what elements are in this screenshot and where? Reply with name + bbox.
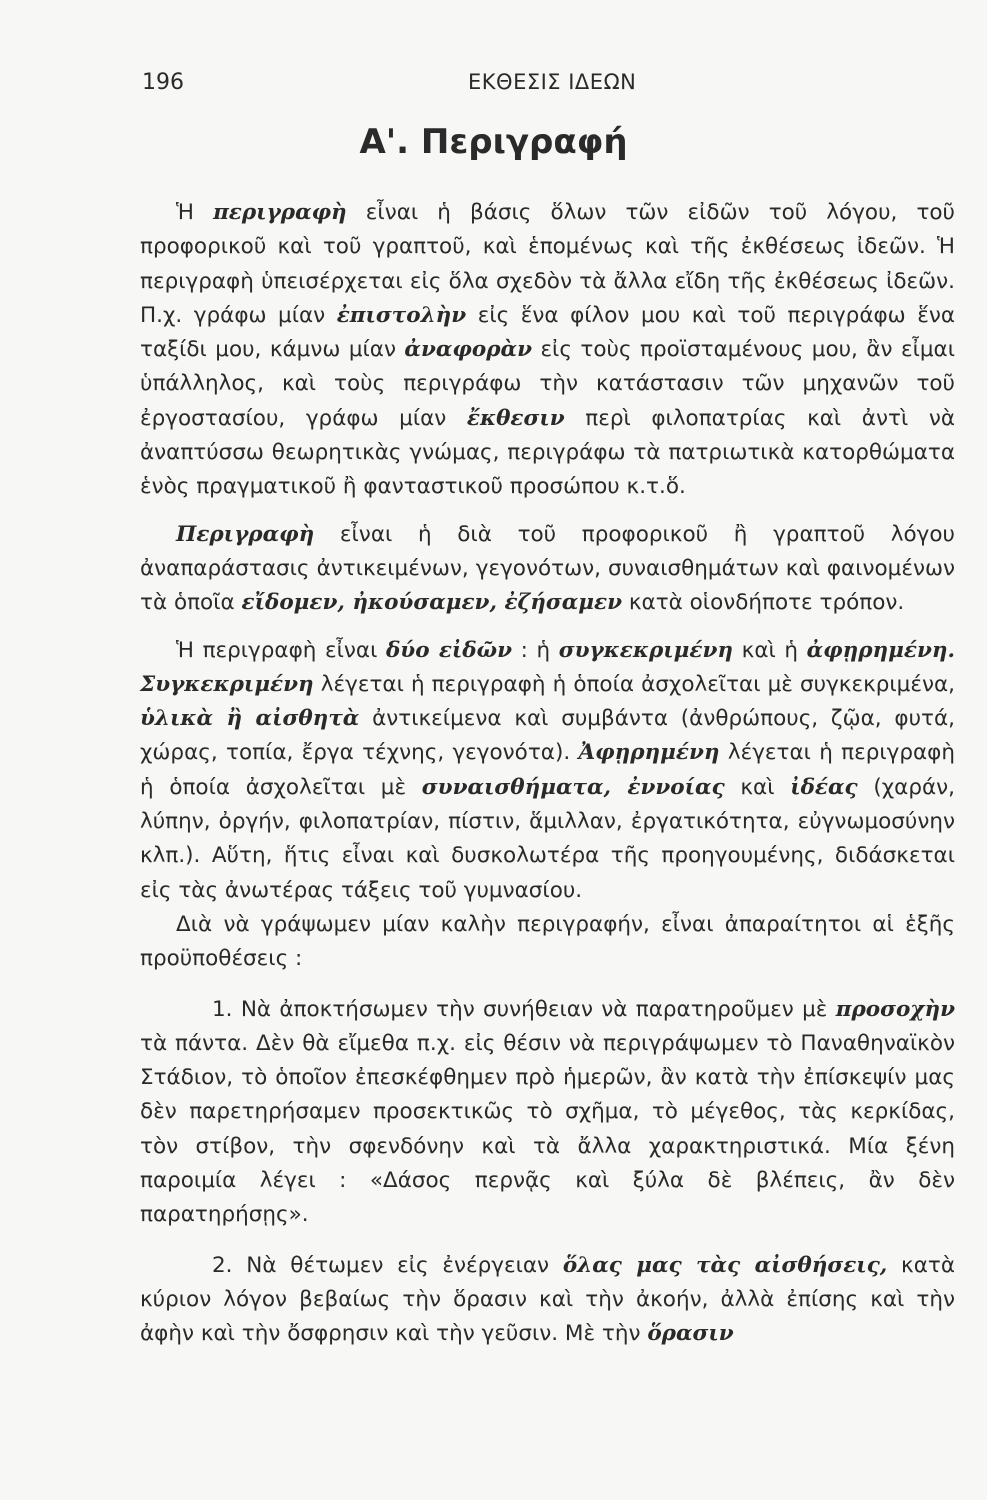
text-run: ἀντικείμενα καὶ συμβάντα (ἀνθρώπους, ζῷα, φυτά, χώρας, τοπία, ἔργα τέχνης, γεγονότα).: [140, 706, 955, 766]
list-item-2: [140, 1249, 955, 1352]
text-run: καὶ ἡ: [733, 637, 807, 663]
emphasis-text: συναισθήματα, ἐννοίας: [421, 774, 725, 800]
text-run: κατὰ κύριον λόγον βεβαίως τὴν ὅρασιν καὶ τὴν ἀκοήν, ἀλλὰ ἐπίσης καὶ τὴν ἀφὴν καὶ τὴν ὄσφρησιν καὶ τὴν γεῦσιν. Μὲ τὴν: [140, 1252, 955, 1347]
emphasis-text: ἔκθεσιν: [466, 405, 565, 431]
list-item-1: [140, 993, 955, 1233]
page-number: 196: [142, 70, 184, 95]
emphasis-text: Περιγραφὴ: [176, 521, 315, 547]
emphasis-text: δύο εἰδῶν: [385, 637, 513, 663]
emphasis-text: εἴδομεν, ἠκούσαμεν, ἐζήσαμεν: [241, 590, 623, 616]
text-run: Ἡ: [176, 200, 214, 225]
text-run: καὶ: [724, 774, 791, 800]
emphasis-text: ἐπιστολὴν: [336, 302, 467, 328]
text-run: εἶναι ἡ διὰ τοῦ προφορικοῦ ἢ γραπτοῦ λόγου ἀναπαράστασις ἀντικειμένων, γεγονότων, συναισθημάτων καὶ φαινομένων τὰ ὁποῖα: [140, 521, 955, 616]
text-run: (χαράν, λύπην, ὀργήν, φιλοπατρίαν, πίστιν, ἅμιλλαν, ἐργατικότητα, εὐγνωμοσύνην κλπ.). Αὕτη, ἥτις εἶναι καὶ δυσκολωτέρα τῆς προηγουμένης, διδάσκεται εἰς τὰς ἀνωτέρας τάξεις τοῦ γυμνασίου.: [140, 774, 955, 903]
body-text: [140, 196, 955, 1352]
paragraph-types: [140, 634, 955, 908]
text-run: 2. Νὰ θέτωμεν εἰς ἐνέργειαν: [212, 1252, 563, 1278]
emphasis-text: ὑλικὰ ἢ αἰσθητὰ: [140, 706, 360, 732]
text-run: εἰς ἕνα φίλον μου καὶ τοῦ περιγράφω ἕνα ταξίδι μου, κάμνω μίαν: [140, 302, 956, 363]
section-title: Α'. Περιγραφή: [359, 122, 628, 162]
emphasis-text: ὅλας μας τὰς αἰσθήσεις,: [562, 1252, 888, 1278]
paragraph-definition: [140, 518, 955, 621]
text-run: τὰ πάντα. Δὲν θὰ εἴμεθα π.χ. εἰς θέσιν νὰ περιγράψωμεν τὸ Παναθηναϊκὸν Στάδιον, τὸ ὁποῖον ἐπεσκέφθημεν πρὸ ἡμερῶν, ἂν κατὰ τὴν ἐπίσκεψίν μας δὲν παρετηρήσαμεν προσεκτικῶς τὸ σχῆμα, τὸ μέγεθος, τὰς κερκίδας, τὸν στίβον, τὴν σφενδόνην καὶ τὰ ἄλλα χαρακτηριστικά. Μία ξένη παροιμία λέγει : «Δάσος περνᾷς καὶ ξύλα δὲ βλέπεις, ἂν δὲν παρατηρήσῃς».: [140, 1030, 955, 1228]
text-run: 1. Νὰ ἀποκτήσωμεν τὴν συνήθειαν νὰ παρατηροῦμεν μὲ: [212, 996, 836, 1022]
text-run: Ἡ περιγραφὴ εἶναι: [176, 637, 386, 663]
paragraph-intro: [140, 196, 955, 505]
text-run: Διὰ νὰ γράψωμεν μίαν καλὴν περιγραφήν, εἶναι ἀπαραίτητοι αἱ ἑξῆς προϋποθέσεις :: [140, 911, 955, 972]
text-run: : ἡ: [512, 637, 559, 663]
text-run: περὶ φιλοπατρίας καὶ ἀντὶ νὰ ἀναπτύσσω θεωρητικὰς γνώμας, περιγράφω τὰ πατριωτικὰ κατορθώματα ἑνὸς πραγματικοῦ ἢ φανταστικοῦ προσώπου κ.τ.ὅ.: [140, 405, 955, 500]
emphasis-text: ἰδέας: [790, 774, 858, 800]
paragraph-prerequisites: [140, 908, 955, 977]
text-run: λέγεται ἡ περιγραφὴ ἡ ὁποία ἀσχολεῖται μὲ συγκεκριμένα,: [313, 671, 955, 697]
text-run: λέγεται ἡ περιγραφὴ ἡ ὁποία ἀσχολεῖται μὲ: [140, 740, 955, 800]
emphasis-text: συγκεκριμένη: [558, 637, 734, 663]
emphasis-text: προσοχὴν: [835, 996, 955, 1022]
emphasis-text: ὅρασιν: [647, 1321, 734, 1347]
emphasis-text: ἀναφορὰν: [404, 337, 532, 363]
running-title: ΕΚΘΕΣΙΣ ΙΔΕΩΝ: [468, 70, 637, 94]
emphasis-text: ἀφῃρημένη. Συγκεκριμένη: [140, 637, 956, 697]
text-run: εἰς τοὺς προϊσταμένους μου, ἂν εἶμαι ὑπάλληλος, καὶ τοὺς περιγράφω τὴν κατάστασιν τῶν μηχανῶν τοῦ ἐργοστασίου, γράφω μίαν: [140, 337, 955, 431]
text-run: κατὰ οἱονδήποτε τρόπον.: [622, 590, 905, 616]
emphasis-text: περιγραφὴ: [213, 200, 347, 225]
text-run: εἶναι ἡ βάσις ὅλων τῶν εἰδῶν τοῦ λόγου, τοῦ προφορικοῦ καὶ τοῦ γραπτοῦ, καὶ ἑπομένως καὶ τῆς ἐκθέσεως ἰδεῶν. Ἡ περιγραφὴ ὑπεισέρχεται εἰς ὅλα σχεδὸν τὰ ἄλλα εἴδη τῆς ἐκθέσεως ἰδεῶν. Π.χ. γράφω μίαν: [140, 200, 955, 328]
emphasis-text: Ἀφῃρημένη: [578, 740, 720, 766]
